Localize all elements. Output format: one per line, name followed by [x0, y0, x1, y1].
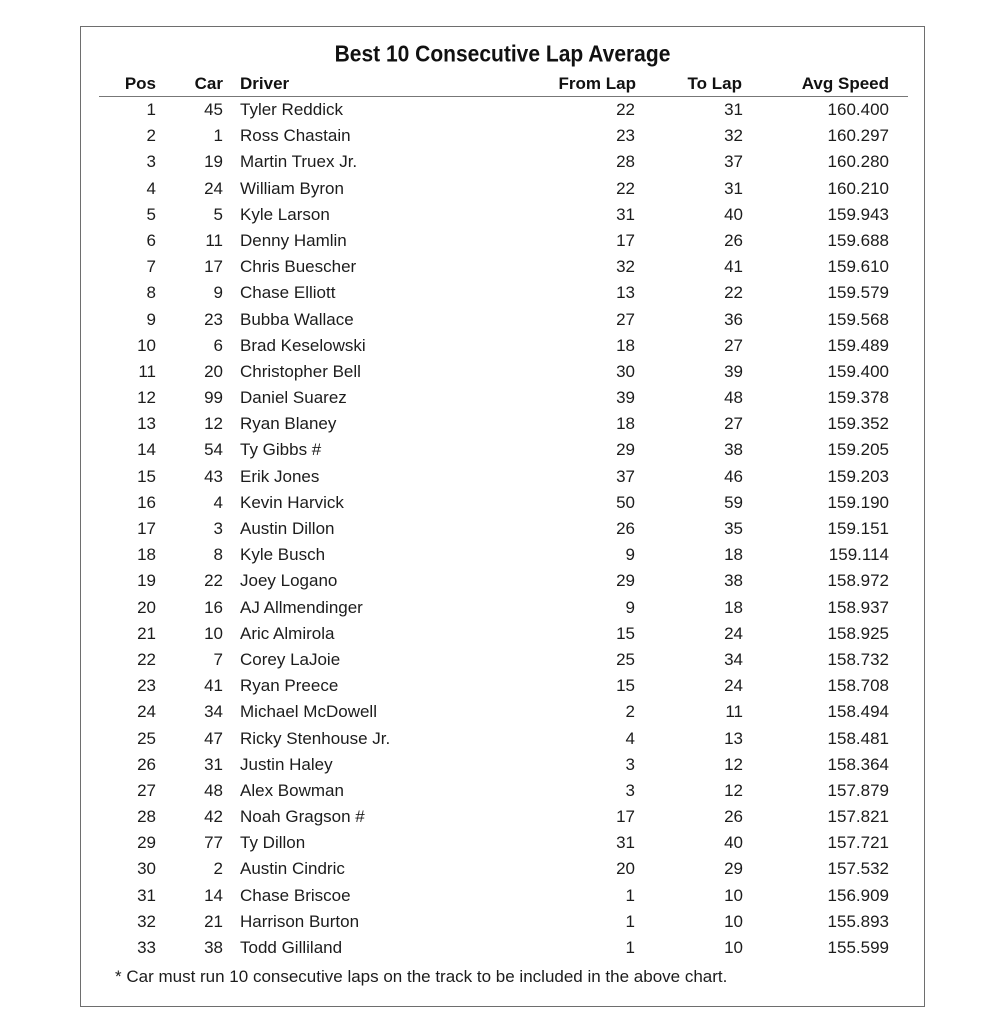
cell-avg-speed: 159.579 — [827, 283, 889, 303]
cell-from-lap: 4 — [625, 728, 635, 748]
cell-avg-speed: 158.481 — [827, 728, 889, 748]
cell-driver: Austin Cindric — [240, 859, 345, 879]
cell-to-lap: 10 — [724, 938, 743, 957]
cell-avg-speed: 158.364 — [827, 754, 889, 774]
cell-driver: Martin Truex Jr. — [240, 152, 358, 172]
cell-to-lap: 24 — [724, 623, 743, 643]
table-row — [99, 149, 908, 175]
cell-car: 54 — [204, 440, 223, 460]
cell-to-lap: 11 — [725, 702, 743, 722]
cell-from-lap: 29 — [616, 571, 635, 591]
cell-car: 31 — [204, 754, 223, 774]
cell-to-lap: 34 — [724, 649, 743, 669]
cell-from-lap: 1 — [625, 938, 635, 957]
cell-car: 20 — [204, 361, 223, 381]
cell-avg-speed: 155.599 — [827, 938, 889, 957]
cell-driver: Denny Hamlin — [240, 230, 347, 250]
cell-to-lap: 46 — [724, 466, 743, 486]
table-row — [99, 437, 908, 463]
cell-car: 38 — [204, 938, 223, 957]
cell-pos: 15 — [137, 466, 156, 486]
cell-driver: Michael McDowell — [240, 702, 377, 722]
cell-to-lap: 26 — [724, 807, 743, 827]
cell-car: 48 — [204, 780, 223, 800]
cell-pos: 24 — [137, 702, 156, 722]
cell-driver: Chase Briscoe — [240, 885, 351, 905]
cell-driver: Brad Keselowski — [240, 335, 366, 355]
table-row — [99, 568, 908, 594]
cell-driver: Daniel Suarez — [240, 388, 347, 408]
cell-pos: 25 — [137, 728, 156, 748]
cell-car: 23 — [204, 309, 223, 329]
cell-car: 43 — [204, 466, 223, 486]
table-row — [99, 176, 908, 202]
cell-from-lap: 31 — [616, 833, 635, 853]
cell-avg-speed: 159.568 — [827, 309, 889, 329]
cell-driver: Chase Elliott — [240, 283, 336, 303]
cell-pos: 19 — [137, 571, 156, 591]
cell-pos: 18 — [137, 545, 156, 565]
cell-avg-speed: 160.210 — [827, 178, 889, 198]
table-row — [99, 280, 908, 306]
cell-driver: Aric Almirola — [240, 623, 335, 643]
table-body — [99, 97, 908, 961]
table-row — [99, 752, 908, 778]
header-car: Car — [194, 74, 223, 93]
cell-pos: 20 — [137, 597, 156, 617]
cell-car: 9 — [213, 283, 223, 303]
cell-from-lap: 17 — [616, 230, 635, 250]
cell-to-lap: 12 — [724, 754, 743, 774]
cell-car: 22 — [204, 571, 223, 591]
cell-to-lap: 38 — [724, 571, 743, 591]
cell-to-lap: 41 — [724, 257, 743, 277]
cell-to-lap: 39 — [724, 361, 743, 381]
cell-pos: 23 — [137, 676, 156, 696]
cell-driver: Joey Logano — [240, 571, 338, 591]
cell-to-lap: 59 — [724, 492, 743, 512]
cell-to-lap: 36 — [724, 309, 743, 329]
cell-pos: 32 — [137, 911, 156, 931]
cell-car: 47 — [204, 728, 223, 748]
cell-pos: 2 — [146, 126, 156, 146]
cell-from-lap: 13 — [616, 283, 635, 303]
cell-from-lap: 17 — [616, 807, 635, 827]
cell-pos: 7 — [146, 257, 156, 277]
cell-to-lap: 29 — [724, 859, 743, 879]
cell-pos: 5 — [146, 204, 156, 224]
cell-from-lap: 32 — [616, 257, 635, 277]
cell-to-lap: 31 — [724, 178, 743, 198]
table-row — [99, 464, 908, 490]
footnote: * Car must run 10 consecutive laps on the track to be included in the above chart. — [115, 967, 728, 986]
cell-car: 3 — [213, 519, 223, 538]
cell-driver: Noah Gragson # — [240, 807, 365, 827]
cell-car: 45 — [204, 100, 223, 119]
cell-car: 99 — [204, 388, 223, 408]
header-driver: Driver — [240, 74, 290, 93]
cell-car: 5 — [213, 204, 223, 224]
cell-avg-speed: 159.190 — [827, 492, 889, 512]
cell-avg-speed: 158.925 — [827, 623, 889, 643]
cell-avg-speed: 157.532 — [827, 859, 889, 879]
cell-avg-speed: 158.972 — [827, 571, 889, 591]
cell-pos: 11 — [138, 361, 156, 381]
header-pos: Pos — [124, 74, 156, 93]
cell-pos: 29 — [137, 833, 156, 853]
cell-pos: 30 — [137, 859, 156, 879]
cell-avg-speed: 159.203 — [827, 466, 889, 486]
cell-from-lap: 30 — [616, 361, 635, 381]
cell-avg-speed: 159.610 — [827, 257, 889, 277]
cell-to-lap: 48 — [724, 388, 743, 408]
header-avg-speed: Avg Speed — [801, 74, 889, 93]
cell-avg-speed: 158.494 — [827, 702, 889, 722]
cell-avg-speed: 159.114 — [828, 545, 889, 565]
cell-avg-speed: 160.280 — [827, 152, 889, 172]
cell-avg-speed: 159.400 — [827, 361, 889, 381]
cell-car: 34 — [204, 702, 223, 722]
cell-car: 4 — [213, 492, 223, 512]
cell-driver: Todd Gilliland — [240, 938, 343, 957]
cell-from-lap: 50 — [616, 492, 635, 512]
table-row — [99, 97, 908, 123]
cell-from-lap: 2 — [625, 702, 635, 722]
cell-to-lap: 40 — [724, 833, 743, 853]
table-header — [99, 74, 908, 97]
cell-to-lap: 24 — [724, 676, 743, 696]
table-row — [99, 333, 908, 359]
cell-to-lap: 10 — [724, 911, 743, 931]
cell-pos: 6 — [146, 230, 156, 250]
cell-to-lap: 22 — [724, 283, 743, 303]
cell-avg-speed: 160.400 — [827, 100, 889, 119]
cell-pos: 8 — [146, 283, 156, 303]
cell-pos: 22 — [137, 649, 156, 669]
cell-driver: Austin Dillon — [240, 519, 335, 538]
cell-car: 77 — [204, 833, 223, 853]
cell-avg-speed: 159.943 — [827, 204, 889, 224]
table-row — [99, 516, 908, 542]
cell-to-lap: 10 — [724, 885, 743, 905]
table-row — [99, 621, 908, 647]
cell-car: 12 — [204, 414, 223, 434]
table-row — [99, 202, 908, 228]
cell-avg-speed: 158.708 — [827, 676, 889, 696]
cell-from-lap: 1 — [625, 885, 635, 905]
cell-driver: Ty Dillon — [240, 833, 306, 853]
cell-to-lap: 35 — [724, 519, 743, 538]
cell-to-lap: 27 — [724, 335, 743, 355]
cell-car: 16 — [204, 597, 223, 617]
cell-avg-speed: 159.489 — [827, 335, 889, 355]
cell-avg-speed: 159.151 — [827, 519, 889, 538]
table-row — [99, 726, 908, 752]
cell-from-lap: 39 — [616, 388, 635, 408]
table-row — [99, 490, 908, 516]
cell-avg-speed: 158.732 — [827, 649, 889, 669]
cell-car: 11 — [205, 230, 223, 250]
cell-car: 14 — [204, 885, 223, 905]
header-from-lap: From Lap — [558, 74, 636, 93]
cell-to-lap: 26 — [724, 230, 743, 250]
cell-to-lap: 13 — [724, 728, 743, 748]
cell-driver: Ty Gibbs # — [240, 440, 322, 460]
cell-car: 17 — [204, 257, 223, 277]
cell-driver: Corey LaJoie — [240, 649, 341, 669]
cell-car: 41 — [204, 676, 223, 696]
cell-car: 19 — [204, 152, 223, 172]
cell-from-lap: 20 — [616, 859, 635, 879]
cell-from-lap: 37 — [616, 466, 635, 486]
cell-pos: 14 — [137, 440, 156, 460]
header-to-lap: To Lap — [687, 74, 742, 93]
cell-pos: 12 — [137, 388, 156, 408]
table-row — [99, 359, 908, 385]
cell-pos: 4 — [146, 178, 156, 198]
cell-car: 8 — [213, 545, 223, 565]
table-row — [99, 909, 908, 935]
cell-driver: Alex Bowman — [240, 780, 344, 800]
cell-pos: 1 — [146, 100, 156, 119]
cell-from-lap: 31 — [616, 204, 635, 224]
cell-driver: Ryan Preece — [240, 676, 339, 696]
cell-from-lap: 18 — [616, 335, 635, 355]
cell-to-lap: 32 — [724, 126, 743, 146]
cell-to-lap: 18 — [724, 545, 743, 565]
cell-from-lap: 25 — [616, 649, 635, 669]
cell-driver: Kevin Harvick — [240, 492, 344, 512]
cell-from-lap: 28 — [616, 152, 635, 172]
cell-from-lap: 15 — [616, 676, 635, 696]
cell-from-lap: 22 — [616, 178, 635, 198]
cell-car: 24 — [204, 178, 223, 198]
cell-driver: Ricky Stenhouse Jr. — [240, 728, 391, 748]
cell-pos: 33 — [137, 938, 156, 957]
cell-driver: Kyle Busch — [240, 545, 326, 565]
cell-avg-speed: 160.297 — [827, 126, 889, 146]
cell-driver: Ryan Blaney — [240, 414, 337, 434]
table-row — [99, 673, 908, 699]
report-title: Best 10 Consecutive Lap Average — [334, 42, 671, 67]
cell-car: 10 — [204, 623, 223, 643]
table-row — [99, 411, 908, 437]
cell-driver: Christopher Bell — [240, 361, 361, 381]
cell-driver: Ross Chastain — [240, 126, 351, 146]
report-frame — [80, 26, 925, 1007]
table-row — [99, 935, 908, 961]
cell-from-lap: 29 — [616, 440, 635, 460]
cell-from-lap: 18 — [616, 414, 635, 434]
cell-from-lap: 26 — [616, 519, 635, 538]
cell-from-lap: 1 — [625, 911, 635, 931]
cell-from-lap: 27 — [616, 309, 635, 329]
cell-driver: Bubba Wallace — [240, 309, 354, 329]
cell-from-lap: 22 — [616, 100, 635, 119]
cell-from-lap: 9 — [625, 545, 635, 565]
cell-avg-speed: 159.205 — [827, 440, 889, 460]
cell-car: 2 — [213, 859, 223, 879]
cell-pos: 10 — [137, 335, 156, 355]
cell-to-lap: 12 — [724, 780, 743, 800]
table-row — [99, 123, 908, 149]
table-row — [99, 883, 908, 909]
cell-avg-speed: 156.909 — [827, 885, 889, 905]
cell-pos: 9 — [146, 309, 156, 329]
cell-from-lap: 3 — [625, 754, 635, 774]
cell-avg-speed: 157.879 — [827, 780, 889, 800]
cell-from-lap: 3 — [625, 780, 635, 800]
table-row — [99, 542, 908, 568]
table-row — [99, 856, 908, 882]
cell-driver: Harrison Burton — [240, 911, 360, 931]
table-row — [99, 307, 908, 333]
cell-pos: 13 — [137, 414, 156, 434]
cell-driver: AJ Allmendinger — [240, 597, 363, 617]
cell-avg-speed: 157.721 — [827, 833, 889, 853]
cell-to-lap: 27 — [724, 414, 743, 434]
cell-car: 1 — [213, 126, 223, 146]
cell-pos: 21 — [137, 623, 156, 643]
cell-pos: 3 — [146, 152, 156, 172]
cell-to-lap: 31 — [724, 100, 743, 119]
cell-to-lap: 37 — [724, 152, 743, 172]
cell-pos: 16 — [137, 492, 156, 512]
cell-avg-speed: 157.821 — [827, 807, 889, 827]
cell-car: 7 — [213, 649, 223, 669]
cell-to-lap: 18 — [724, 597, 743, 617]
cell-car: 21 — [204, 911, 223, 931]
table-row — [99, 228, 908, 254]
table-row — [99, 647, 908, 673]
cell-from-lap: 23 — [616, 126, 635, 146]
cell-car: 42 — [204, 807, 223, 827]
cell-driver: William Byron — [240, 178, 344, 198]
cell-driver: Erik Jones — [240, 466, 320, 486]
table-row — [99, 830, 908, 856]
cell-avg-speed: 158.937 — [827, 597, 889, 617]
cell-driver: Justin Haley — [240, 754, 333, 774]
cell-to-lap: 38 — [724, 440, 743, 460]
table-row — [99, 778, 908, 804]
cell-pos: 17 — [137, 519, 156, 538]
table-row — [99, 254, 908, 280]
cell-pos: 27 — [137, 780, 156, 800]
table-row — [99, 699, 908, 725]
cell-from-lap: 15 — [616, 623, 635, 643]
cell-avg-speed: 159.688 — [827, 230, 889, 250]
cell-pos: 26 — [137, 754, 156, 774]
table-row — [99, 595, 908, 621]
cell-from-lap: 9 — [625, 597, 635, 617]
cell-car: 6 — [213, 335, 223, 355]
cell-driver: Kyle Larson — [240, 204, 330, 224]
cell-avg-speed: 159.352 — [827, 414, 889, 434]
table-row — [99, 804, 908, 830]
cell-driver: Chris Buescher — [240, 257, 357, 277]
cell-to-lap: 40 — [724, 204, 743, 224]
cell-avg-speed: 159.378 — [827, 388, 889, 408]
cell-avg-speed: 155.893 — [827, 911, 889, 931]
table-row — [99, 385, 908, 411]
cell-pos: 28 — [137, 807, 156, 827]
cell-pos: 31 — [137, 885, 156, 905]
cell-driver: Tyler Reddick — [240, 100, 343, 119]
